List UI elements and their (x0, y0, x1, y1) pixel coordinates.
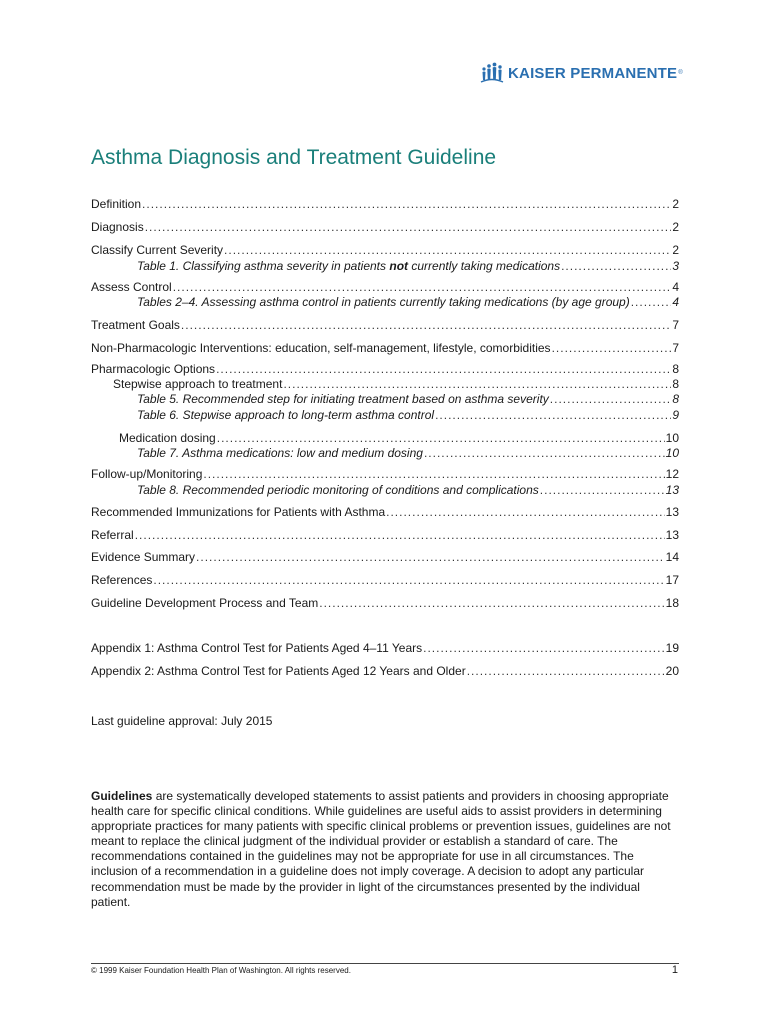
toc-subentry[interactable] (113, 377, 679, 391)
toc-page: 14 (665, 550, 679, 564)
guidelines-body: are systematically developed statements to assist patients and providers in choosing appropriate health care for specific clinical conditions. While guidelines are useful aids to assist providers in determining appropriate practices for many patients with specific clinical problems or prevention issues, guidelines are not meant to replace the clinical judgment of the individual provider or establish a standard of care. The recommendations contained in the guidelines may not be appropriate for use in all circumstances. The inclusion of a recommendation in a guideline does not imply coverage. A decision to adopt any particular recommendation must be made by the provider in light of the circumstances presented by the individual patient. (91, 789, 671, 909)
toc-label: Table 5. Recommended step for initiating treatment based on asthma severity (137, 392, 549, 406)
toc-page: 2 (672, 220, 679, 234)
toc-page: 13 (665, 505, 679, 519)
toc-subentry[interactable] (137, 295, 679, 309)
toc-label: Recommended Immunizations for Patients with Asthma (91, 505, 386, 519)
guidelines-disclaimer (91, 789, 681, 910)
toc-label: References (91, 573, 153, 587)
toc-subentry[interactable] (119, 431, 679, 445)
kaiser-permanente-logo (480, 60, 683, 86)
toc-page: 7 (672, 318, 679, 332)
toc-label: Referral (91, 528, 134, 542)
toc-label: Pharmacologic Options (91, 362, 216, 376)
toc-page: 10 (665, 431, 679, 445)
toc-page: 7 (672, 341, 679, 355)
toc-label: Guideline Development Process and Team (91, 596, 319, 610)
page-title: Asthma Diagnosis and Treatment Guideline (91, 146, 497, 169)
toc-page: 18 (665, 596, 679, 610)
toc-subentry[interactable] (137, 483, 679, 497)
toc-entry[interactable] (91, 362, 679, 376)
toc-page: 13 (665, 483, 679, 497)
toc-entry[interactable] (91, 243, 679, 257)
toc-label: Table 1. Classifying asthma severity in patients not currently taking medications (137, 259, 561, 273)
toc-subentry[interactable] (137, 408, 679, 422)
toc-page: 19 (665, 641, 679, 655)
toc-label: Table 8. Recommended periodic monitoring of conditions and complications (137, 483, 539, 497)
toc-label: Table 7. Asthma medications: low and medium dosing (137, 446, 423, 460)
toc-page: 8 (672, 392, 679, 406)
toc-label: Appendix 2: Asthma Control Test for Patients Aged 12 Years and Older (91, 664, 466, 678)
toc-page: 2 (672, 197, 679, 211)
toc-entry[interactable] (91, 341, 679, 355)
toc-page: 12 (665, 467, 679, 481)
toc-entry[interactable] (91, 664, 679, 678)
toc-entry[interactable] (91, 573, 679, 587)
toc-label: Treatment Goals (91, 318, 180, 332)
toc-page: 13 (665, 528, 679, 542)
toc-entry[interactable] (91, 280, 679, 294)
footer-divider (91, 963, 679, 964)
toc-page: 3 (672, 259, 679, 273)
guidelines-lead: Guidelines (91, 789, 153, 803)
toc-label: Non-Pharmacologic Interventions: education, self-management, lifestyle, comorbidities (91, 341, 551, 355)
toc-label: Medication dosing (119, 431, 216, 445)
toc-label: Appendix 1: Asthma Control Test for Patients Aged 4–11 Years (91, 641, 423, 655)
footer-copyright: © 1999 Kaiser Foundation Health Plan of Washington. All rights reserved. (91, 966, 351, 975)
toc-label: Follow-up/Monitoring (91, 467, 203, 481)
kaiser-permanente-people-icon (480, 61, 504, 85)
toc-entry[interactable] (91, 596, 679, 610)
toc-entry[interactable] (91, 528, 679, 542)
logo-text: KAISER PERMANENTE (508, 64, 678, 82)
toc-label: Assess Control (91, 280, 172, 294)
toc-entry[interactable] (91, 641, 679, 655)
toc-label: Table 6. Stepwise approach to long-term asthma control (137, 408, 435, 422)
toc-page: 8 (672, 362, 679, 376)
toc-label: Evidence Summary (91, 550, 196, 564)
toc-entry[interactable] (91, 197, 679, 211)
toc-subentry[interactable] (137, 259, 679, 273)
last-approval-date: Last guideline approval: July 2015 (91, 714, 273, 728)
toc-page: 2 (672, 243, 679, 257)
toc-page: 4 (672, 280, 679, 294)
toc-entry[interactable] (91, 505, 679, 519)
logo-registered-mark: ® (678, 70, 683, 76)
toc-entry[interactable] (91, 220, 679, 234)
toc-entry[interactable] (91, 318, 679, 332)
toc-page: 10 (665, 446, 679, 460)
toc-page: 17 (665, 573, 679, 587)
toc-label: Stepwise approach to treatment (113, 377, 283, 391)
toc-label: Classify Current Severity (91, 243, 224, 257)
toc-subentry[interactable] (137, 446, 679, 460)
toc-label: Diagnosis (91, 220, 144, 234)
toc-page: 20 (665, 664, 679, 678)
toc-page: 9 (672, 408, 679, 422)
footer-page-number: 1 (671, 964, 678, 976)
toc-entry[interactable] (91, 550, 679, 564)
toc-page: 8 (672, 377, 679, 391)
toc-entry[interactable] (91, 467, 679, 481)
toc-subentry[interactable] (137, 392, 679, 406)
toc-label: Definition (91, 197, 142, 211)
toc-page: 4 (672, 295, 679, 309)
toc-label: Tables 2–4. Assessing asthma control in patients currently taking medications (by age group) (137, 295, 630, 309)
